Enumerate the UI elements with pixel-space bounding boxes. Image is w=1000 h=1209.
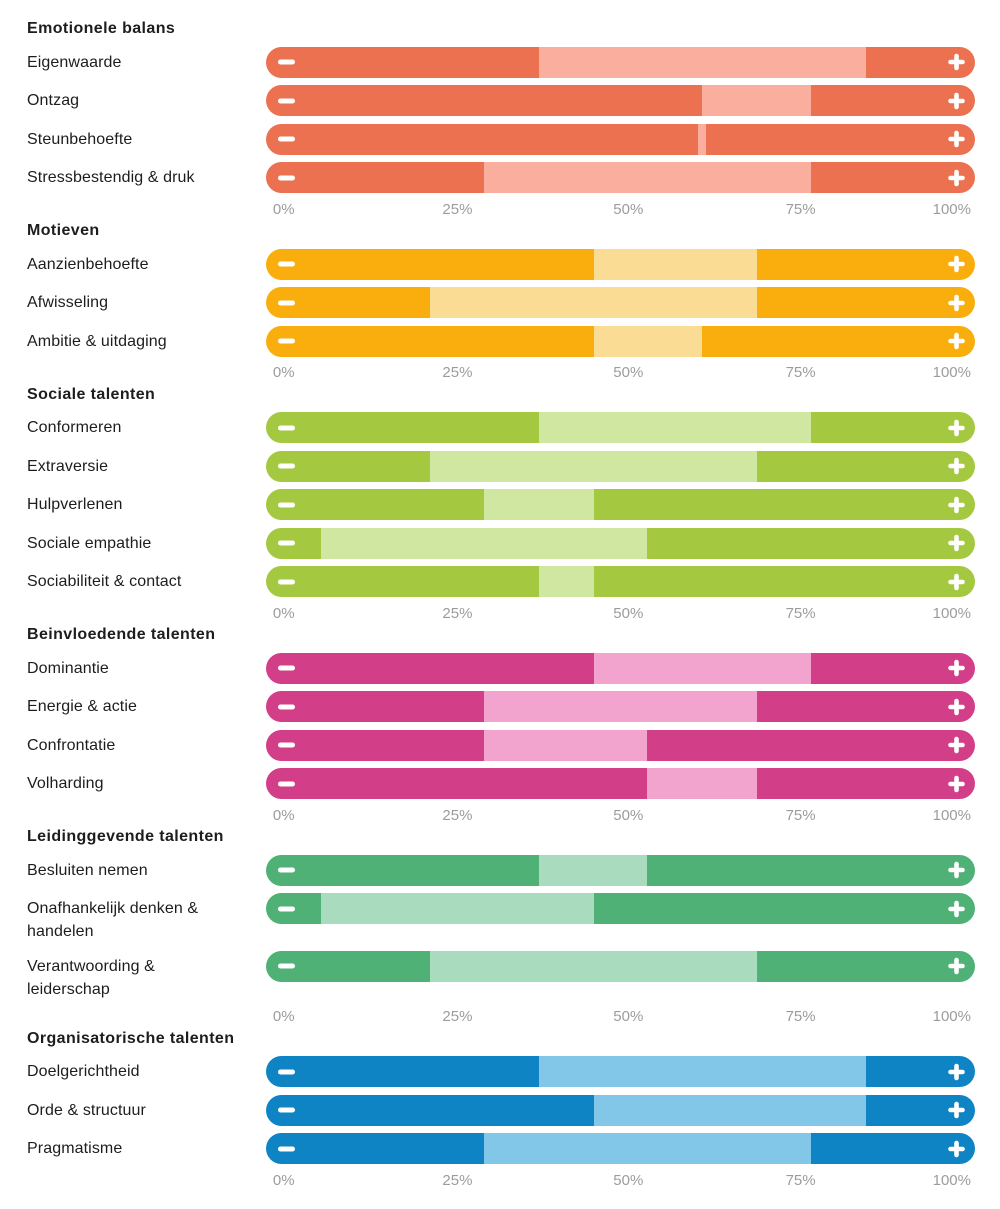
trait-bar-area xyxy=(266,451,975,482)
axis-tick-label: 25% xyxy=(442,200,473,218)
axis-tick-label: 75% xyxy=(785,200,816,218)
minus-icon xyxy=(278,906,295,911)
axis-tick-label: 50% xyxy=(613,604,644,622)
axis-tick-label: 50% xyxy=(613,806,644,824)
trait-bar-area xyxy=(266,489,975,520)
trait-row xyxy=(27,124,975,155)
trait-label: Sociale empathie xyxy=(27,534,152,552)
trait-range-bar xyxy=(266,951,975,982)
axis-tick-label: 25% xyxy=(442,364,473,381)
trait-label: Pragmatisme xyxy=(27,1140,123,1157)
trait-label: Aanzienbehoefte xyxy=(27,255,149,273)
trait-bar-area xyxy=(266,893,975,924)
trait-row xyxy=(27,691,975,722)
axis-tick-label: 75% xyxy=(785,1171,816,1189)
trait-bar-area xyxy=(266,412,975,443)
score-range-segment xyxy=(647,768,756,799)
trait-range-bar xyxy=(266,566,975,597)
trait-row xyxy=(27,249,975,280)
trait-row xyxy=(27,412,975,443)
axis-tick-label: 50% xyxy=(613,1171,644,1189)
trait-label: Volharding xyxy=(27,775,104,792)
minus-icon xyxy=(278,781,295,786)
trait-row xyxy=(27,893,975,943)
axis-tick-label: 0% xyxy=(272,364,295,381)
trait-range-bar xyxy=(266,893,975,924)
axis-ticks xyxy=(266,201,975,218)
trait-label: Energie & actie xyxy=(27,698,138,715)
axis-ticks xyxy=(266,807,975,824)
score-range-segment xyxy=(484,489,593,520)
plus-icon xyxy=(948,862,965,879)
minus-icon xyxy=(278,300,295,305)
group-header: Motieven xyxy=(27,222,100,239)
minus-icon xyxy=(278,339,295,344)
trait-label: Onafhankelijk denken & handelen xyxy=(27,900,199,940)
talent-group xyxy=(27,20,975,218)
trait-label: Dominantie xyxy=(27,659,109,677)
minus-icon xyxy=(278,579,295,584)
trait-bar-area xyxy=(266,162,975,193)
minus-icon xyxy=(278,60,295,65)
trait-row xyxy=(27,528,975,559)
trait-row xyxy=(27,1056,975,1087)
trait-row xyxy=(27,287,975,318)
axis-ticks xyxy=(266,1172,975,1189)
trait-range-bar xyxy=(266,855,975,886)
trait-label: Confrontatie xyxy=(27,736,116,754)
axis-tick-label: 0% xyxy=(272,1008,295,1025)
trait-label: Afwisseling xyxy=(27,294,109,311)
trait-range-bar xyxy=(266,162,975,193)
trait-bar-area xyxy=(266,287,975,318)
trait-label: Extraversie xyxy=(27,457,109,475)
trait-bar-area xyxy=(266,653,975,684)
trait-bar-area xyxy=(266,768,975,799)
axis-tick-label: 75% xyxy=(785,1008,816,1025)
plus-icon xyxy=(948,294,965,311)
group-header: Emotionele balans xyxy=(27,20,176,37)
trait-row xyxy=(27,730,975,761)
score-range-segment xyxy=(539,412,811,443)
axis-ticks xyxy=(266,1008,975,1025)
minus-icon xyxy=(278,743,295,748)
score-range-segment xyxy=(539,1056,866,1087)
minus-icon xyxy=(278,868,295,873)
minus-icon xyxy=(278,704,295,709)
group-rows xyxy=(27,249,975,357)
trait-range-bar xyxy=(266,730,975,761)
plus-icon xyxy=(948,900,965,917)
axis-tick-label: 50% xyxy=(613,200,644,218)
trait-bar-area xyxy=(266,855,975,886)
plus-icon xyxy=(948,1063,965,1080)
score-range-segment xyxy=(539,47,866,78)
score-range-segment xyxy=(539,566,594,597)
minus-icon xyxy=(278,175,295,180)
score-range-segment xyxy=(321,893,594,924)
group-rows xyxy=(27,47,975,194)
group-header: Sociale talenten xyxy=(27,385,156,403)
trait-bar-area xyxy=(266,951,975,982)
axis-tick-label: 100% xyxy=(932,200,971,218)
trait-bar-area xyxy=(266,528,975,559)
trait-bar-area xyxy=(266,691,975,722)
trait-range-bar xyxy=(266,47,975,78)
group-header: Organisatorische talenten xyxy=(27,1029,235,1047)
trait-range-bar xyxy=(266,85,975,116)
minus-icon xyxy=(278,137,295,142)
axis-tick-label: 50% xyxy=(613,1008,644,1025)
score-range-segment xyxy=(594,326,702,357)
trait-row xyxy=(27,951,975,1001)
trait-row xyxy=(27,566,975,597)
plus-icon xyxy=(948,256,965,273)
trait-range-bar xyxy=(266,1133,975,1164)
trait-bar-area xyxy=(266,1133,975,1164)
trait-row xyxy=(27,1095,975,1126)
minus-icon xyxy=(278,1108,295,1113)
axis-tick-label: 75% xyxy=(785,364,816,381)
trait-bar-area xyxy=(266,249,975,280)
plus-icon xyxy=(948,131,965,148)
trait-bar-area xyxy=(266,730,975,761)
axis-tick-label: 25% xyxy=(442,806,473,824)
group-rows xyxy=(27,653,975,800)
score-range-segment xyxy=(484,162,811,193)
minus-icon xyxy=(278,1146,295,1151)
trait-bar-area xyxy=(266,85,975,116)
plus-icon xyxy=(948,1102,965,1119)
score-range-segment xyxy=(321,528,648,559)
trait-bar-area xyxy=(266,124,975,155)
trait-row xyxy=(27,326,975,357)
trait-range-bar xyxy=(266,1056,975,1087)
group-header: Beinvloedende talenten xyxy=(27,626,216,643)
plus-icon xyxy=(948,535,965,552)
trait-row xyxy=(27,653,975,684)
axis-tick-label: 100% xyxy=(932,604,971,622)
trait-range-bar xyxy=(266,653,975,684)
plus-icon xyxy=(948,958,965,975)
trait-row xyxy=(27,451,975,482)
trait-range-bar xyxy=(266,691,975,722)
trait-row xyxy=(27,855,975,886)
axis-tick-label: 100% xyxy=(932,1008,971,1025)
talent-group xyxy=(27,828,975,1025)
plus-icon xyxy=(948,698,965,715)
score-range-segment xyxy=(484,730,647,761)
plus-icon xyxy=(948,458,965,475)
plus-icon xyxy=(948,496,965,513)
axis-tick-label: 0% xyxy=(272,1171,295,1189)
axis-tick-label: 75% xyxy=(785,806,816,824)
group-rows xyxy=(27,1056,975,1164)
score-range-segment xyxy=(484,1133,811,1164)
trait-bar-area xyxy=(266,1095,975,1126)
trait-range-bar xyxy=(266,768,975,799)
talent-profile-chart xyxy=(27,20,975,1189)
axis-tick-label: 0% xyxy=(272,200,295,218)
plus-icon xyxy=(948,660,965,677)
axis-tick-label: 50% xyxy=(613,364,644,381)
trait-range-bar xyxy=(266,1095,975,1126)
score-range-segment xyxy=(594,249,757,280)
minus-icon xyxy=(278,541,295,546)
trait-bar-area xyxy=(266,326,975,357)
plus-icon xyxy=(948,573,965,590)
axis-ticks xyxy=(266,364,975,381)
score-range-segment xyxy=(698,124,707,155)
trait-label: Doelgerichtheid xyxy=(27,1063,140,1080)
minus-icon xyxy=(278,98,295,103)
minus-icon xyxy=(278,262,295,267)
trait-label: Stressbestendig & druk xyxy=(27,169,195,186)
trait-bar-area xyxy=(266,566,975,597)
trait-label: Ambitie & uitdaging xyxy=(27,332,167,350)
axis-tick-label: 25% xyxy=(442,604,473,622)
score-range-segment xyxy=(594,653,812,684)
score-range-segment xyxy=(539,855,647,886)
trait-label: Orde & structuur xyxy=(27,1101,146,1119)
axis-tick-label: 0% xyxy=(272,806,295,824)
trait-bar-area xyxy=(266,1056,975,1087)
trait-row xyxy=(27,85,975,116)
trait-range-bar xyxy=(266,412,975,443)
trait-label: Verantwoording & leiderschap xyxy=(27,957,155,998)
score-range-segment xyxy=(430,287,757,318)
trait-row xyxy=(27,489,975,520)
trait-label: Besluiten nemen xyxy=(27,861,148,879)
trait-label: Steunbehoefte xyxy=(27,130,133,148)
trait-label: Ontzag xyxy=(27,92,80,109)
trait-row xyxy=(27,1133,975,1164)
trait-range-bar xyxy=(266,489,975,520)
score-range-segment xyxy=(430,951,757,982)
minus-icon xyxy=(278,666,295,671)
plus-icon xyxy=(948,1140,965,1157)
plus-icon xyxy=(948,775,965,792)
talent-group xyxy=(27,626,975,824)
trait-range-bar xyxy=(266,249,975,280)
talent-group xyxy=(27,386,975,622)
trait-label: Hulpverlenen xyxy=(27,496,123,513)
axis-tick-label: 25% xyxy=(442,1171,473,1189)
minus-icon xyxy=(278,502,295,507)
plus-icon xyxy=(948,333,965,350)
axis-tick-label: 100% xyxy=(932,364,971,381)
talent-group xyxy=(27,222,975,381)
score-range-segment xyxy=(484,691,756,722)
axis-tick-label: 25% xyxy=(442,1008,473,1025)
axis-tick-label: 0% xyxy=(272,604,295,622)
group-rows xyxy=(27,412,975,597)
score-range-segment xyxy=(594,1095,866,1126)
trait-range-bar xyxy=(266,124,975,155)
axis-tick-label: 100% xyxy=(932,1171,971,1189)
talent-group xyxy=(27,1030,975,1189)
trait-range-bar xyxy=(266,528,975,559)
score-range-segment xyxy=(430,451,757,482)
trait-label: Sociabiliteit & contact xyxy=(27,573,182,590)
plus-icon xyxy=(948,169,965,186)
trait-row xyxy=(27,162,975,193)
axis-tick-label: 100% xyxy=(932,806,971,824)
minus-icon xyxy=(278,425,295,430)
group-header: Leidinggevende talenten xyxy=(27,828,224,845)
plus-icon xyxy=(948,419,965,436)
axis-tick-label: 75% xyxy=(785,604,816,622)
trait-label: Conformeren xyxy=(27,419,122,436)
trait-range-bar xyxy=(266,287,975,318)
trait-label: Eigenwaarde xyxy=(27,53,122,71)
score-range-segment xyxy=(702,85,811,116)
axis-ticks xyxy=(266,605,975,622)
plus-icon xyxy=(948,92,965,109)
minus-icon xyxy=(278,1069,295,1074)
plus-icon xyxy=(948,737,965,754)
trait-row xyxy=(27,768,975,799)
trait-range-bar xyxy=(266,451,975,482)
trait-row xyxy=(27,47,975,78)
group-rows xyxy=(27,855,975,1001)
minus-icon xyxy=(278,964,295,969)
trait-range-bar xyxy=(266,326,975,357)
minus-icon xyxy=(278,464,295,469)
trait-bar-area xyxy=(266,47,975,78)
plus-icon xyxy=(948,54,965,71)
